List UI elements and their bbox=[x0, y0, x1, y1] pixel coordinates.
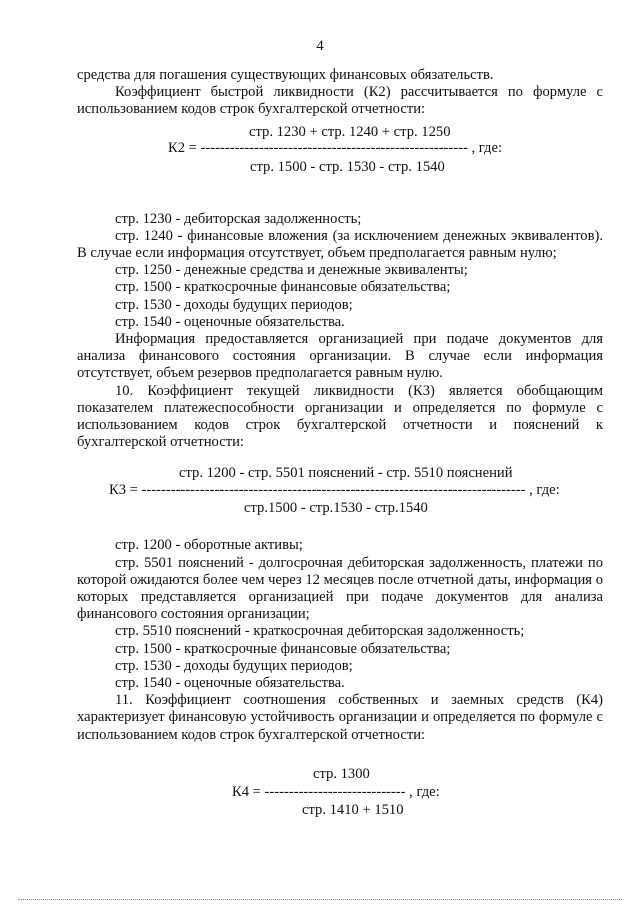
k2-formula bbox=[77, 119, 603, 189]
k4-fraction-line: К4 = ----------------------------- , где: bbox=[232, 783, 440, 800]
k3-intro-paragraph: 10. Коэффициент текущей ликвидности (К3) является обобщающим показателем платежеспособности организации и определяется по формуле с использованием кодов строк бухгалтерской отчетности и пояснений к бухгалтерской отчетности: bbox=[77, 382, 603, 451]
k4-formula bbox=[77, 744, 603, 824]
k3-item-1540: стр. 1540 - оценочные обязательства. bbox=[115, 675, 345, 692]
k2-item-1230: стр. 1230 - дебиторская задолженность; bbox=[115, 210, 362, 227]
k3-item-1500: стр. 1500 - краткосрочные финансовые обязательства; bbox=[115, 640, 451, 657]
k2-item-1250: стр. 1250 - денежные средства и денежные эквиваленты; bbox=[115, 262, 468, 279]
k2-item-1500: стр. 1500 - краткосрочные финансовые обязательства; bbox=[115, 279, 451, 296]
k2-denominator: стр. 1500 - стр. 1530 - стр. 1540 bbox=[250, 158, 445, 175]
k3-numerator: стр. 1200 - стр. 5501 пояснений - стр. 5510 пояснений bbox=[179, 465, 513, 482]
k2-item-1530: стр. 1530 - доходы будущих периодов; bbox=[115, 296, 353, 313]
k2-numerator: стр. 1230 + стр. 1240 + стр. 1250 bbox=[249, 123, 451, 140]
k3-formula bbox=[77, 451, 603, 521]
document-body bbox=[77, 67, 603, 824]
k2-intro-paragraph: Коэффициент быстрой ликвидности (К2) рассчитывается по формуле с использованием кодов строк бухгалтерской отчетности: bbox=[77, 84, 603, 118]
k4-intro-paragraph: 11. Коэффициент соотношения собственных и заемных средств (К4) характеризует финансовую устойчивость организации и определяется по формуле с использованием кодов строк бухгалтерской отчетности: bbox=[77, 692, 603, 743]
k2-fraction-line: К2 = ------------------------------------------------------- , где: bbox=[168, 139, 503, 156]
intro-line: средства для погашения существующих финансовых обязательств. bbox=[77, 67, 494, 83]
k3-item-5501: стр. 5501 пояснений - долгосрочная дебиторская задолженность, платежи по которой ожидаются более чем через 12 месяцев после отчетной даты, информация о которых представляется организацией при подаче документов для анализа финансового состояния организации; bbox=[77, 554, 603, 623]
page-bottom-edge bbox=[18, 899, 622, 900]
k2-item-1240: стр. 1240 - финансовые вложения (за исключением денежных эквивалентов). В случае если информация отсутствует, объем предполагается равным нулю; bbox=[77, 227, 603, 262]
k2-item-1540: стр. 1540 - оценочные обязательства. bbox=[115, 313, 345, 330]
page-number: 4 bbox=[316, 38, 324, 54]
k2-note-paragraph: Информация предоставляется организацией при подаче документов для анализа финансового состояния организации. В случае если информация отсутствует, объем резервов предполагается равным нулю. bbox=[77, 331, 603, 382]
k3-item-1530: стр. 1530 - доходы будущих периодов; bbox=[115, 657, 353, 674]
k3-item-1200: стр. 1200 - оборотные активы; bbox=[115, 537, 303, 554]
k4-numerator: стр. 1300 bbox=[313, 765, 370, 782]
k4-denominator: стр. 1410 + 1510 bbox=[302, 801, 404, 818]
k3-denominator: стр.1500 - стр.1530 - стр.1540 bbox=[244, 500, 428, 517]
k3-item-5510: стр. 5510 пояснений - краткосрочная дебиторская задолженность; bbox=[115, 623, 525, 640]
k3-fraction-line: К3 = ------------------------------------------------------------------------------- , где: bbox=[109, 482, 560, 499]
